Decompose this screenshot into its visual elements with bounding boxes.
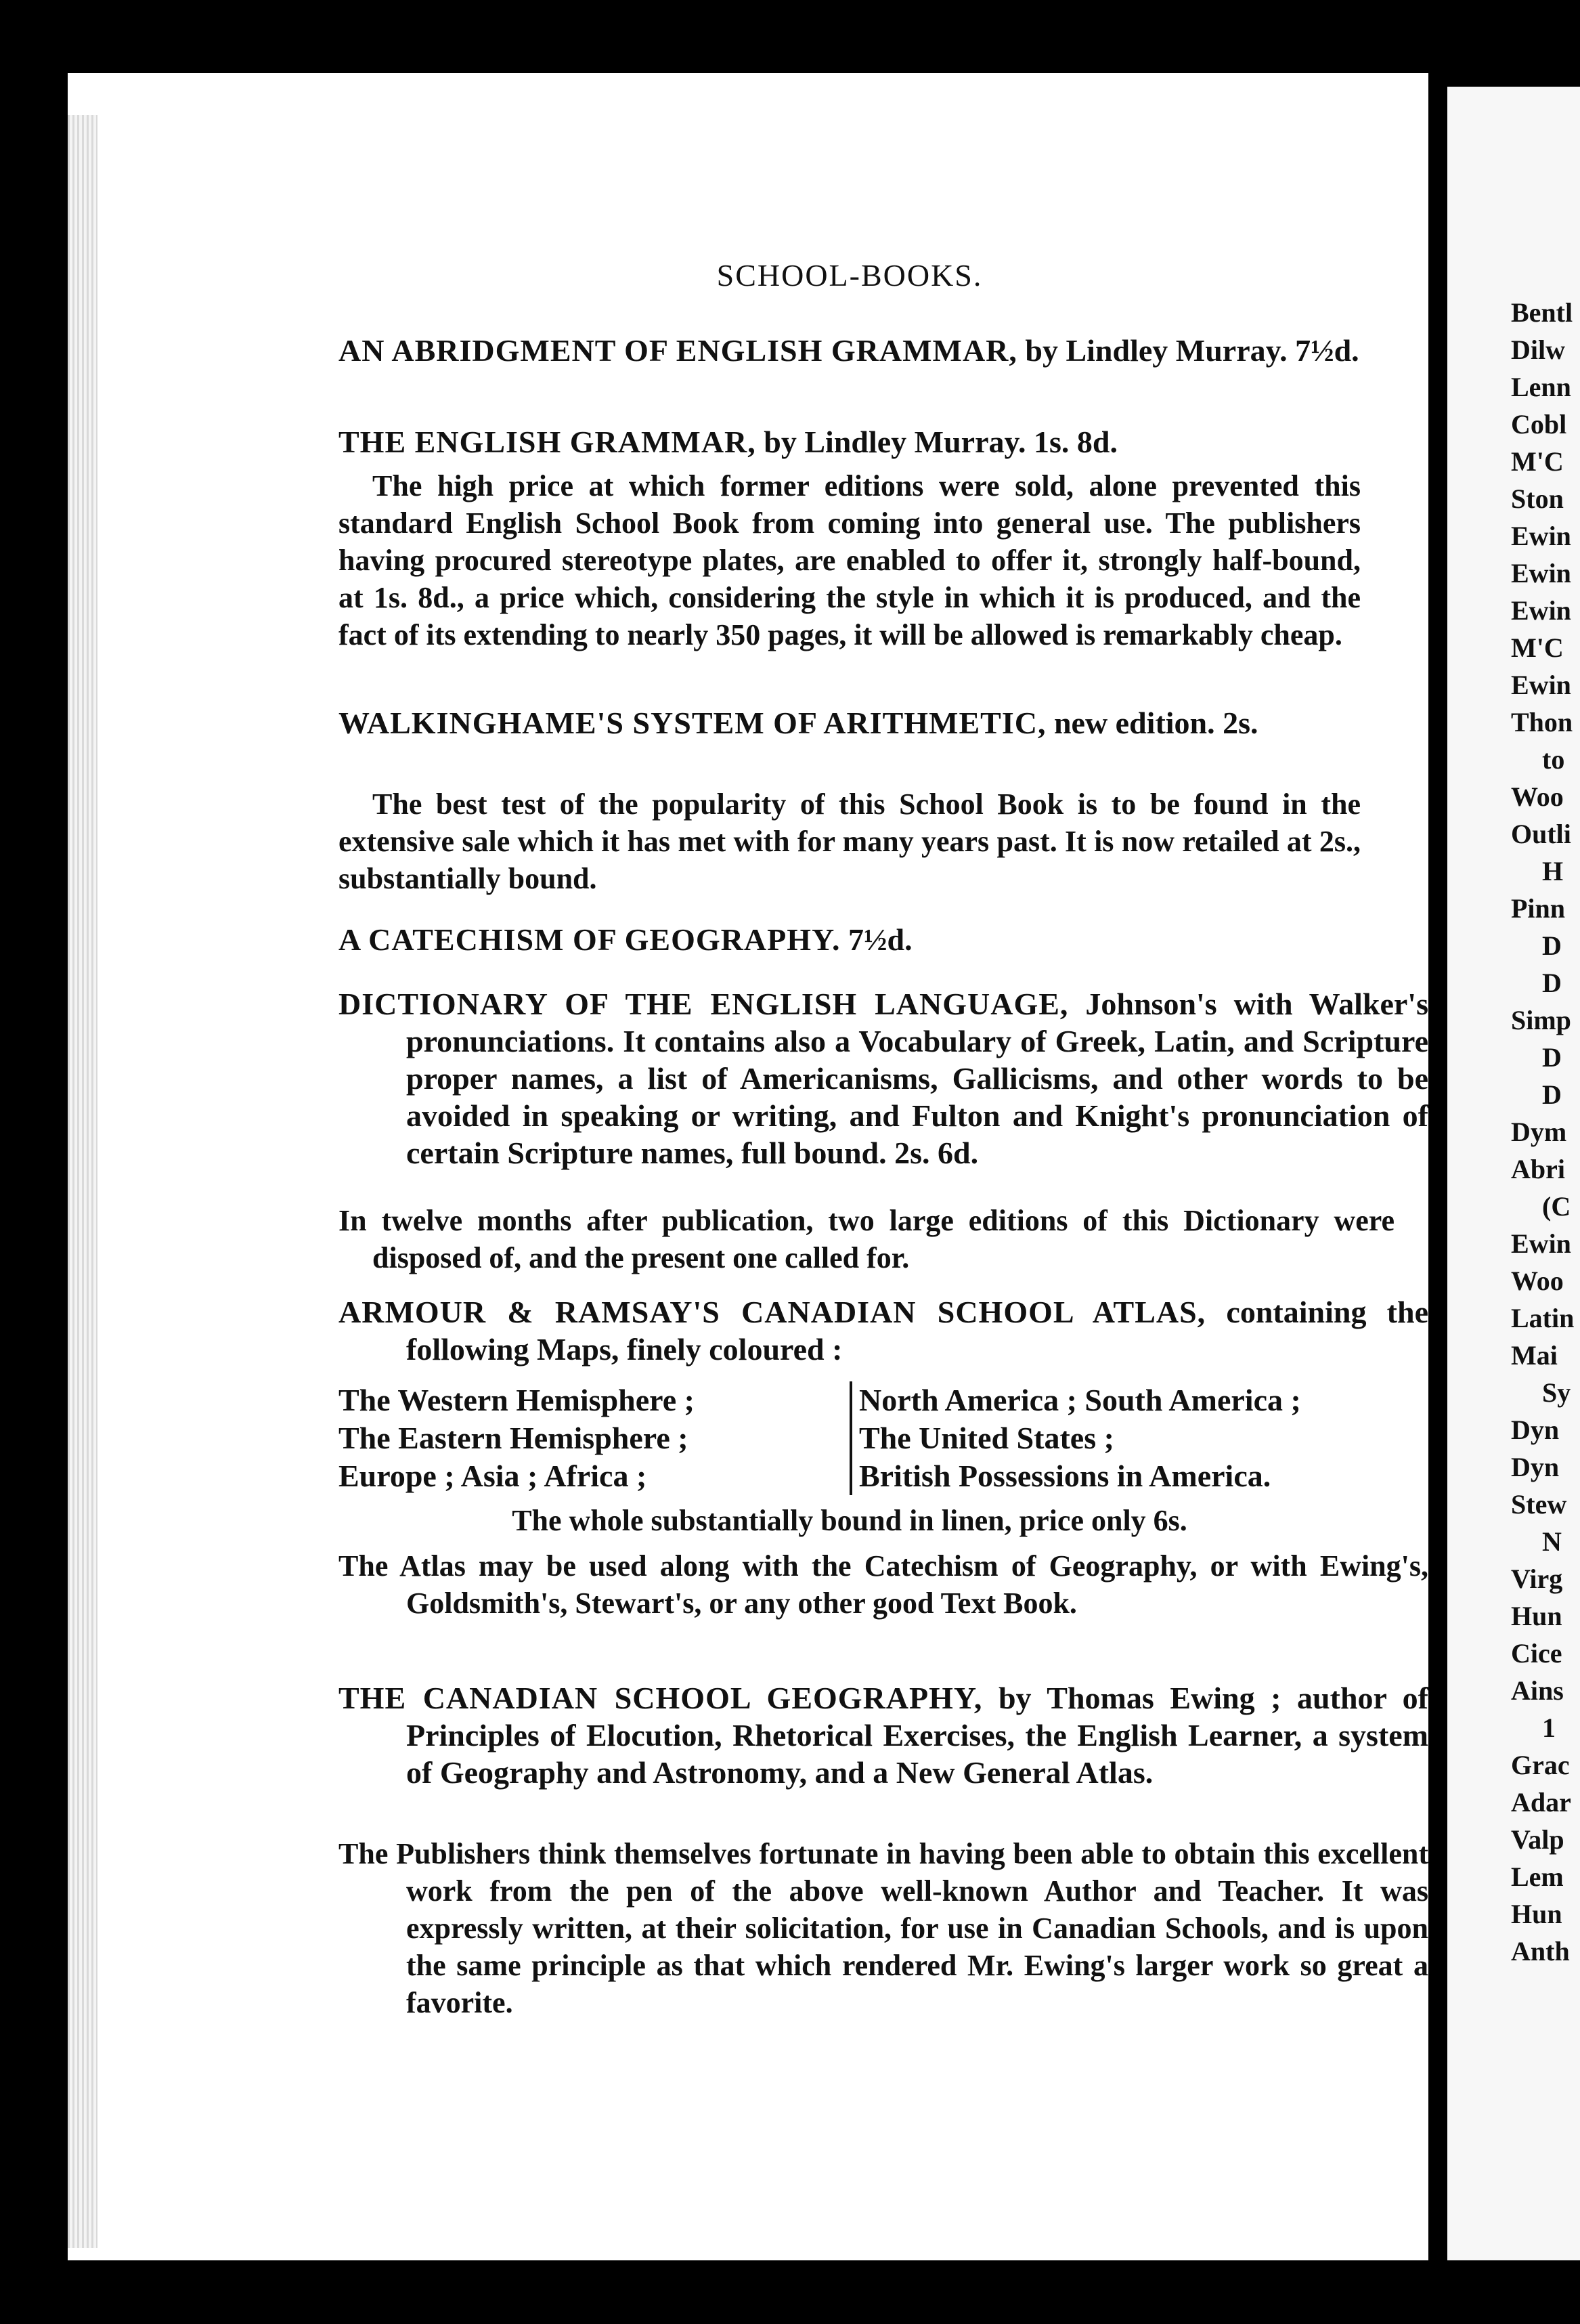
right-page-line: Lem: [1511, 1862, 1564, 1892]
right-page-line: Dyn: [1511, 1452, 1560, 1482]
right-page: [1447, 87, 1580, 2260]
entry-abridgment: AN ABRIDGMENT OF ENGLISH GRAMMAR, by Lindley Murray. 7½d.: [338, 333, 1359, 368]
atlas-map: The Western Hemisphere ;: [338, 1383, 695, 1417]
entry-atlas: ARMOUR & RAMSAY'S CANADIAN SCHOOL ATLAS, containing the following Maps, finely coloured :: [338, 1295, 1428, 1367]
right-page-line: 1: [1542, 1713, 1556, 1743]
atlas-map: Europe ; Asia ; Africa ;: [338, 1459, 647, 1493]
right-page-line: Valp: [1511, 1824, 1564, 1855]
right-page-line: Dyn: [1511, 1415, 1560, 1445]
geography-description: The Publishers think themselves fortunate in having been able to obtain this excellent work from the pen of the above well-known Author and Teacher. It was expressly written, at their solicitation, for use in Canadian Schools, and is upon the same principle as that which rendered Mr. Ewing's larger work so great a favorite.: [338, 1837, 1428, 2019]
right-page-line: D: [1542, 968, 1562, 998]
right-page-line: Latin: [1511, 1303, 1575, 1333]
right-page-line: Abri: [1511, 1154, 1565, 1184]
dictionary-description: In twelve months after publication, two large editions of this Dictionary were disposed of, and the present one called for.: [338, 1204, 1395, 1274]
right-page-line: Outli: [1511, 819, 1571, 849]
atlas-maps-left: [338, 1381, 839, 1495]
right-page-line: M'C: [1511, 632, 1564, 663]
right-page-line: Cice: [1511, 1638, 1562, 1669]
right-page-line: D: [1542, 1042, 1562, 1073]
right-page-line: Stew: [1511, 1489, 1567, 1520]
right-page-line: Ains: [1511, 1675, 1564, 1706]
right-page-line: Woo: [1511, 1266, 1564, 1296]
page-header: SCHOOL-BOOKS.: [716, 258, 983, 293]
entry-dictionary: DICTIONARY OF THE ENGLISH LANGUAGE, Johnson's with Walker's pronunciations. It contains also a Vocabulary of Greek, Latin, and Scripture proper names, a list of Americanisms, Gallicisms, and other words to be avoided in speaking or writing, and Fulton and Knight's pronunciation of certain Scripture names, full bound. 2s. 6d.: [338, 987, 1428, 1170]
right-page-line: Ewin: [1511, 670, 1571, 700]
right-page-line: Ewin: [1511, 558, 1571, 588]
entry-catechism: A CATECHISM OF GEOGRAPHY. 7½d.: [338, 922, 913, 957]
entry-walkingham: WALKINGHAME'S SYSTEM OF ARITHMETIC, new edition. 2s.: [338, 706, 1258, 740]
right-page-line: M'C: [1511, 446, 1564, 477]
right-page-line: D: [1542, 930, 1562, 961]
atlas-description: The Atlas may be used along with the Catechism of Geography, or with Ewing's, Goldsmith's, Stewart's, or any other good Text Book.: [338, 1549, 1428, 1620]
entry-english-grammar: THE ENGLISH GRAMMAR, by Lindley Murray. 1s. 8d.: [338, 425, 1118, 459]
page-edges: [68, 115, 97, 2248]
atlas-maps-right: [850, 1381, 1374, 1495]
right-page-line: Ewin: [1511, 1228, 1571, 1259]
right-page-line: Sy: [1542, 1377, 1571, 1408]
right-page-line: Hun: [1511, 1601, 1562, 1631]
right-page-line: Cobl: [1511, 409, 1567, 439]
right-page-line: Mai: [1511, 1340, 1558, 1371]
atlas-map: The Eastern Hemisphere ;: [338, 1421, 688, 1455]
right-page-line: Ewin: [1511, 521, 1571, 551]
right-page-line: H: [1542, 856, 1564, 886]
atlas-map: The United States ;: [859, 1421, 1114, 1455]
right-page-line: Grac: [1511, 1750, 1570, 1780]
right-page-line: Ston: [1511, 483, 1564, 514]
right-page-line: Lenn: [1511, 372, 1571, 402]
right-page-line: Hun: [1511, 1899, 1562, 1929]
right-page-line: Pinn: [1511, 893, 1566, 924]
right-page-line: D: [1542, 1079, 1562, 1110]
right-page-line: Virg: [1511, 1564, 1563, 1594]
atlas-map: North America ; South America ;: [859, 1383, 1301, 1417]
atlas-map: British Possessions in America.: [859, 1459, 1271, 1493]
grammar-description: The high price at which former editions were sold, alone prevented this standard English School Book from coming into general use. The publishers having procured stereotype plates, are enabled to offer it, strongly half-bound, at 1s. 8d., a price which, considering the style in which it is produced, and the fact of its extending to nearly 350 pages, it will be allowed is remarkably cheap.: [338, 469, 1361, 651]
right-page-line: Anth: [1511, 1936, 1570, 1966]
atlas-price: The whole substantially bound in linen, price only 6s.: [512, 1504, 1187, 1537]
walkingham-description: The best test of the popularity of this School Book is to be found in the extensive sale which it has met with for many years past. It is now retailed at 2s., substantially bound.: [338, 788, 1361, 895]
right-page-line: Dym: [1511, 1117, 1567, 1147]
right-page-line: Adar: [1511, 1787, 1571, 1817]
right-page-line: Thon: [1511, 707, 1573, 737]
right-page-line: (C: [1542, 1191, 1571, 1222]
entry-canadian-geography: THE CANADIAN SCHOOL GEOGRAPHY, by Thomas Ewing ; author of Principles of Elocution, Rhetorical Exercises, the English Learner, a system of Geography and Astronomy, and a New General Atlas.: [338, 1681, 1428, 1790]
right-page-line: to: [1542, 744, 1565, 775]
right-page-line: Dilw: [1511, 335, 1565, 365]
right-page-line: Woo: [1511, 781, 1564, 812]
right-page-line: N: [1542, 1526, 1562, 1557]
right-page-line: Bentl: [1511, 297, 1573, 328]
right-page-line: Simp: [1511, 1005, 1571, 1035]
right-page-line: Ewin: [1511, 595, 1571, 626]
